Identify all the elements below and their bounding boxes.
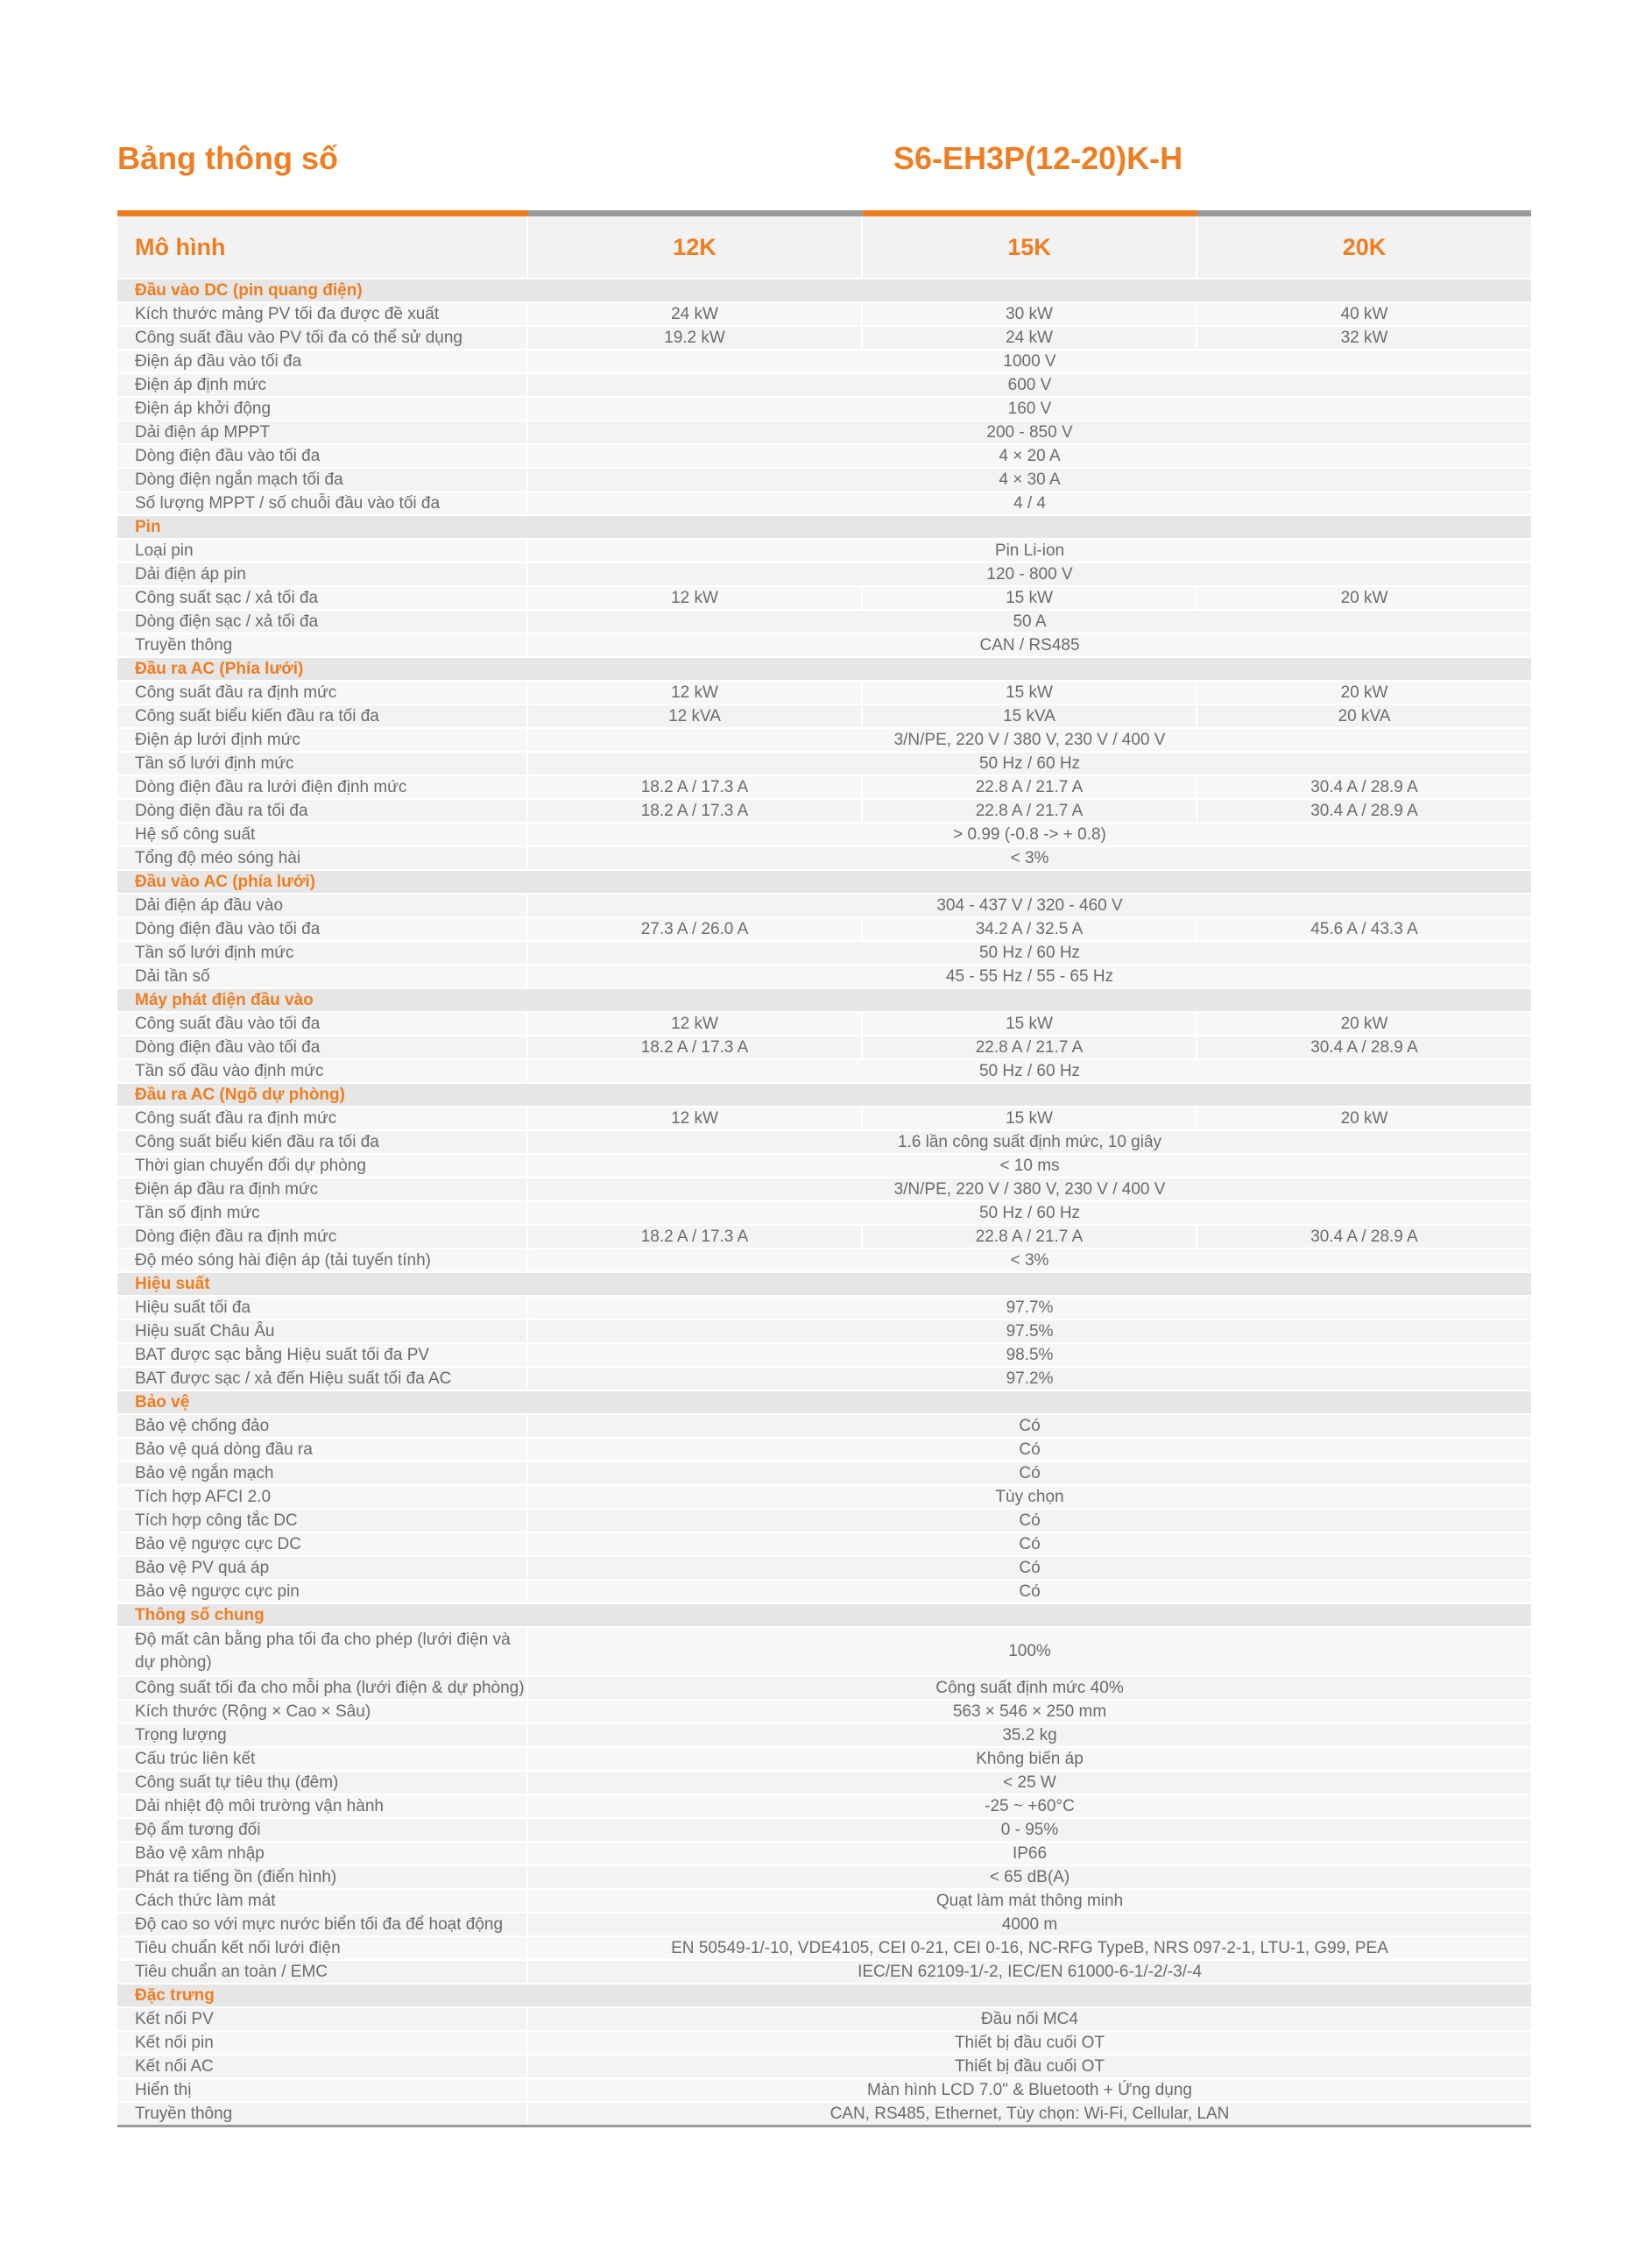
spec-label: Độ ẩm tương đối	[117, 1818, 527, 1842]
spec-value: 20 kVA	[1197, 704, 1531, 728]
table-row	[117, 1201, 1531, 1225]
document-title: Bảng thông số	[117, 140, 338, 176]
spec-value: CAN, RS485, Ethernet, Tùy chọn: Wi-Fi, Cellular, LAN	[527, 2102, 1531, 2126]
spec-value: < 65 dB(A)	[527, 1865, 1531, 1889]
spec-label: Điện áp khởi động	[117, 397, 527, 421]
table-row	[117, 326, 1531, 350]
table-row	[117, 2055, 1531, 2078]
spec-label: Tần số lưới định mức	[117, 752, 527, 775]
section-title: Đầu vào AC (phía lưới)	[117, 870, 1531, 894]
section-row	[117, 1603, 1531, 1627]
table-row	[117, 1532, 1531, 1556]
spec-label: Bảo vệ xâm nhập	[117, 1842, 527, 1865]
table-row	[117, 1036, 1531, 1059]
table-row	[117, 894, 1531, 917]
table-row	[117, 1556, 1531, 1580]
spec-label: Dòng điện đầu vào tối đa	[117, 444, 527, 468]
table-row	[117, 1343, 1531, 1367]
spec-table	[117, 210, 1531, 2127]
spec-label: BAT được sạc bằng Hiệu suất tối đa PV	[117, 1343, 527, 1367]
table-row	[117, 1414, 1531, 1438]
spec-label: Truyền thông	[117, 2102, 527, 2126]
spec-value: 12 kW	[527, 1012, 862, 1036]
spec-label: Tích hợp công tắc DC	[117, 1509, 527, 1532]
spec-value: 1.6 lần công suất định mức, 10 giây	[527, 1130, 1531, 1154]
spec-value: Pin Li-ion	[527, 539, 1531, 563]
spec-value: 4 × 30 A	[527, 468, 1531, 492]
spec-label: Điện áp đầu ra định mức	[117, 1178, 527, 1201]
spec-label: Tần số đầu vào định mức	[117, 1059, 527, 1083]
spec-label: Hiển thị	[117, 2078, 527, 2102]
spec-value: CAN / RS485	[527, 633, 1531, 657]
section-row	[117, 515, 1531, 539]
spec-value: 200 - 850 V	[527, 421, 1531, 444]
table-row	[117, 1320, 1531, 1343]
section-row	[117, 657, 1531, 681]
spec-label: Độ cao so với mực nước biển tối đa để hoạt động	[117, 1913, 527, 1936]
spec-value: 15 kW	[862, 586, 1197, 610]
spec-value: 18.2 A / 17.3 A	[527, 1036, 862, 1059]
spec-value: 50 A	[527, 610, 1531, 633]
spec-label: Kích thước (Rộng × Cao × Sâu)	[117, 1700, 527, 1723]
table-row	[117, 1178, 1531, 1201]
spec-value: < 25 W	[527, 1771, 1531, 1794]
spec-value: Có	[527, 1461, 1531, 1485]
table-row	[117, 1627, 1531, 1676]
spec-value: 30 kW	[862, 302, 1197, 326]
spec-value: 45.6 A / 43.3 A	[1197, 917, 1531, 941]
table-row	[117, 752, 1531, 775]
table-row	[117, 539, 1531, 563]
spec-label: Công suất đầu vào tối đa	[117, 1012, 527, 1036]
spec-value: 18.2 A / 17.3 A	[527, 1225, 862, 1249]
table-row	[117, 2031, 1531, 2055]
table-row	[117, 1676, 1531, 1700]
spec-value: 20 kW	[1197, 1107, 1531, 1130]
spec-label: Bảo vệ chống đảo	[117, 1414, 527, 1438]
spec-value: 20 kW	[1197, 586, 1531, 610]
spec-label: Công suất biểu kiến đầu ra tối đa	[117, 1130, 527, 1154]
spec-value: 40 kW	[1197, 302, 1531, 326]
spec-value: < 3%	[527, 846, 1531, 870]
spec-value: 35.2 kg	[527, 1723, 1531, 1747]
section-title: Đầu vào DC (pin quang điện)	[117, 279, 1531, 302]
spec-label: Truyền thông	[117, 633, 527, 657]
spec-value: EN 50549-1/-10, VDE4105, CEI 0-21, CEI 0-16, NC-RFG TypeB, NRS 097-2-1, LTU-1, G99, PEA	[527, 1936, 1531, 1960]
spec-label: Kết nối pin	[117, 2031, 527, 2055]
spec-value: Công suất định mức 40%	[527, 1676, 1531, 1700]
spec-value: 50 Hz / 60 Hz	[527, 1059, 1531, 1083]
table-row	[117, 799, 1531, 823]
table-row	[117, 1249, 1531, 1272]
spec-label: Kích thước mảng PV tối đa được đề xuất	[117, 302, 527, 326]
spec-label: Công suất tự tiêu thụ (đêm)	[117, 1771, 527, 1794]
spec-value: 97.7%	[527, 1296, 1531, 1320]
table-row	[117, 1889, 1531, 1913]
section-title: Đầu ra AC (Phía lưới)	[117, 657, 1531, 681]
spec-label: Dòng điện đầu ra định mức	[117, 1225, 527, 1249]
spec-label: Bảo vệ PV quá áp	[117, 1556, 527, 1580]
spec-label: Tích hợp AFCI 2.0	[117, 1485, 527, 1509]
spec-label: Công suất sạc / xả tối đa	[117, 586, 527, 610]
table-row	[117, 1747, 1531, 1771]
spec-label: Độ mất cân bằng pha tối đa cho phép (lưới điện và dự phòng)	[117, 1627, 527, 1676]
column-header-12k: 12K	[527, 214, 862, 279]
spec-value: 30.4 A / 28.9 A	[1197, 1225, 1531, 1249]
spec-label: Dòng điện đầu vào tối đa	[117, 1036, 527, 1059]
table-row	[117, 1818, 1531, 1842]
table-header-row	[117, 214, 1531, 279]
spec-label: Tần số định mức	[117, 1201, 527, 1225]
spec-value: 3/N/PE, 220 V / 380 V, 230 V / 400 V	[527, 728, 1531, 752]
table-row	[117, 1012, 1531, 1036]
spec-label: Thời gian chuyển đổi dự phòng	[117, 1154, 527, 1178]
spec-value: 160 V	[527, 397, 1531, 421]
spec-value: 22.8 A / 21.7 A	[862, 799, 1197, 823]
table-row	[117, 1771, 1531, 1794]
table-header	[117, 214, 1531, 279]
spec-value: 15 kVA	[862, 704, 1197, 728]
spec-label: Bảo vệ ngược cực pin	[117, 1580, 527, 1603]
section-title: Đặc trưng	[117, 1984, 1531, 2007]
spec-label: BAT được sạc / xả đến Hiệu suất tối đa AC	[117, 1367, 527, 1390]
spec-value: 34.2 A / 32.5 A	[862, 917, 1197, 941]
spec-value: 50 Hz / 60 Hz	[527, 1201, 1531, 1225]
spec-value: 4 × 20 A	[527, 444, 1531, 468]
section-title: Pin	[117, 515, 1531, 539]
model-title: S6-EH3P(12-20)K-H	[893, 140, 1183, 176]
table-row	[117, 846, 1531, 870]
spec-label: Dòng điện ngắn mạch tối đa	[117, 468, 527, 492]
spec-value: 304 - 437 V / 320 - 460 V	[527, 894, 1531, 917]
spec-label: Điện áp định mức	[117, 373, 527, 397]
table-row	[117, 704, 1531, 728]
spec-value: 50 Hz / 60 Hz	[527, 752, 1531, 775]
spec-value: 4000 m	[527, 1913, 1531, 1936]
spec-value: 3/N/PE, 220 V / 380 V, 230 V / 400 V	[527, 1178, 1531, 1201]
spec-label: Bảo vệ ngược cực DC	[117, 1532, 527, 1556]
spec-value: 15 kW	[862, 681, 1197, 704]
spec-label: Bảo vệ ngắn mạch	[117, 1461, 527, 1485]
section-title: Máy phát điện đầu vào	[117, 988, 1531, 1012]
spec-label: Công suất đầu vào PV tối đa có thể sử dụng	[117, 326, 527, 350]
table-row	[117, 444, 1531, 468]
spec-value: Có	[527, 1532, 1531, 1556]
table-row	[117, 917, 1531, 941]
spec-value: 18.2 A / 17.3 A	[527, 775, 862, 799]
spec-label: Loại pin	[117, 539, 527, 563]
spec-value: 30.4 A / 28.9 A	[1197, 799, 1531, 823]
table-row	[117, 492, 1531, 515]
spec-value: < 3%	[527, 1249, 1531, 1272]
spec-value: 24 kW	[527, 302, 862, 326]
spec-label: Dòng điện sạc / xả tối đa	[117, 610, 527, 633]
table-row	[117, 586, 1531, 610]
section-row	[117, 870, 1531, 894]
table-row	[117, 681, 1531, 704]
spec-value: 22.8 A / 21.7 A	[862, 1036, 1197, 1059]
spec-value: 120 - 800 V	[527, 563, 1531, 586]
spec-value: 18.2 A / 17.3 A	[527, 799, 862, 823]
spec-label: Tiêu chuẩn kết nối lưới điện	[117, 1936, 527, 1960]
spec-label: Dải nhiệt độ môi trường vận hành	[117, 1794, 527, 1818]
section-title: Đầu ra AC (Ngõ dự phòng)	[117, 1083, 1531, 1107]
spec-value: 12 kW	[527, 586, 862, 610]
spec-label: Công suất đầu ra định mức	[117, 681, 527, 704]
section-title: Hiệu suất	[117, 1272, 1531, 1296]
section-row	[117, 279, 1531, 302]
spec-label: Kết nối PV	[117, 2007, 527, 2031]
spec-label: Công suất đầu ra định mức	[117, 1107, 527, 1130]
table-row	[117, 302, 1531, 326]
spec-label: Tần số lưới định mức	[117, 941, 527, 965]
table-row	[117, 2007, 1531, 2031]
spec-value: 30.4 A / 28.9 A	[1197, 775, 1531, 799]
table-row	[117, 1107, 1531, 1130]
spec-value: 12 kW	[527, 1107, 862, 1130]
spec-label: Độ méo sóng hài điện áp (tải tuyến tính)	[117, 1249, 527, 1272]
spec-value: Tùy chọn	[527, 1485, 1531, 1509]
spec-value: 20 kW	[1197, 681, 1531, 704]
spec-value: Quạt làm mát thông minh	[527, 1889, 1531, 1913]
spec-value: Có	[527, 1414, 1531, 1438]
table-row	[117, 1296, 1531, 1320]
section-row	[117, 1390, 1531, 1414]
section-title: Bảo vệ	[117, 1390, 1531, 1414]
table-row	[117, 1509, 1531, 1532]
section-row	[117, 988, 1531, 1012]
spec-value: 20 kW	[1197, 1012, 1531, 1036]
table-row	[117, 397, 1531, 421]
spec-value: Không biến áp	[527, 1747, 1531, 1771]
spec-value: IEC/EN 62109-1/-2, IEC/EN 61000-6-1/-2/-3/-4	[527, 1960, 1531, 1984]
spec-value: Có	[527, 1556, 1531, 1580]
section-row	[117, 1984, 1531, 2007]
spec-value: 15 kW	[862, 1012, 1197, 1036]
spec-label: Cấu trúc liên kết	[117, 1747, 527, 1771]
spec-label: Phát ra tiếng ồn (điển hình)	[117, 1865, 527, 1889]
spec-value: Màn hình LCD 7.0" & Bluetooth + Ứng dụng	[527, 2078, 1531, 2102]
table-row	[117, 1794, 1531, 1818]
spec-value: 22.8 A / 21.7 A	[862, 775, 1197, 799]
spec-value: > 0.99 (-0.8 -> + 0.8)	[527, 823, 1531, 846]
table-row	[117, 563, 1531, 586]
table-body	[117, 279, 1531, 2126]
spec-label: Cách thức làm mát	[117, 1889, 527, 1913]
spec-label: Hiệu suất Châu Âu	[117, 1320, 527, 1343]
spec-label: Dải tần số	[117, 965, 527, 988]
table-row	[117, 1225, 1531, 1249]
spec-label: Công suất tối đa cho mỗi pha (lưới điện & dự phòng)	[117, 1676, 527, 1700]
spec-value: Có	[527, 1509, 1531, 1532]
table-row	[117, 1842, 1531, 1865]
spec-label: Bảo vệ quá dòng đầu ra	[117, 1438, 527, 1461]
spec-label: Tổng độ méo sóng hài	[117, 846, 527, 870]
table-row	[117, 1580, 1531, 1603]
column-header-20k: 20K	[1197, 214, 1531, 279]
table-row	[117, 421, 1531, 444]
spec-label: Kết nối AC	[117, 2055, 527, 2078]
table-row	[117, 1936, 1531, 1960]
spec-value: Đầu nối MC4	[527, 2007, 1531, 2031]
table-row	[117, 1700, 1531, 1723]
spec-value: 97.2%	[527, 1367, 1531, 1390]
spec-value: 22.8 A / 21.7 A	[862, 1225, 1197, 1249]
spec-value: -25 ~ +60°C	[527, 1794, 1531, 1818]
table-row	[117, 1485, 1531, 1509]
spec-label: Công suất biểu kiến đầu ra tối đa	[117, 704, 527, 728]
spec-value: 1000 V	[527, 350, 1531, 373]
spec-value: 98.5%	[527, 1343, 1531, 1367]
column-header-15k: 15K	[862, 214, 1197, 279]
table-row	[117, 1154, 1531, 1178]
spec-value: 24 kW	[862, 326, 1197, 350]
table-row	[117, 1461, 1531, 1485]
spec-value: IP66	[527, 1842, 1531, 1865]
spec-value: 30.4 A / 28.9 A	[1197, 1036, 1531, 1059]
spec-value: 100%	[527, 1627, 1531, 1676]
spec-value: Có	[527, 1438, 1531, 1461]
spec-label: Dòng điện đầu ra tối đa	[117, 799, 527, 823]
spec-value: < 10 ms	[527, 1154, 1531, 1178]
table-row	[117, 2078, 1531, 2102]
spec-value: 45 - 55 Hz / 55 - 65 Hz	[527, 965, 1531, 988]
spec-label: Dòng điện đầu vào tối đa	[117, 917, 527, 941]
spec-label: Dải điện áp đầu vào	[117, 894, 527, 917]
section-row	[117, 1272, 1531, 1296]
table-row	[117, 373, 1531, 397]
spec-value: 32 kW	[1197, 326, 1531, 350]
spec-value: Thiết bị đầu cuối OT	[527, 2055, 1531, 2078]
spec-label: Điện áp lưới định mức	[117, 728, 527, 752]
spec-label: Dòng điện đầu ra lưới điện định mức	[117, 775, 527, 799]
table-row	[117, 633, 1531, 657]
spec-value: 12 kVA	[527, 704, 862, 728]
table-row	[117, 610, 1531, 633]
spec-value: 27.3 A / 26.0 A	[527, 917, 862, 941]
spec-value: Có	[527, 1580, 1531, 1603]
spec-value: 563 × 546 × 250 mm	[527, 1700, 1531, 1723]
table-row	[117, 1723, 1531, 1747]
table-row	[117, 1960, 1531, 1984]
spec-value: 97.5%	[527, 1320, 1531, 1343]
section-title: Thông số chung	[117, 1603, 1531, 1627]
spec-value: 600 V	[527, 373, 1531, 397]
spec-value: 50 Hz / 60 Hz	[527, 941, 1531, 965]
spec-value: 19.2 kW	[527, 326, 862, 350]
table-row	[117, 468, 1531, 492]
spec-value: 12 kW	[527, 681, 862, 704]
spec-value: 0 - 95%	[527, 1818, 1531, 1842]
table-row	[117, 823, 1531, 846]
spec-value: 15 kW	[862, 1107, 1197, 1130]
spec-label: Dải điện áp MPPT	[117, 421, 527, 444]
section-row	[117, 1083, 1531, 1107]
spec-label: Hiệu suất tối đa	[117, 1296, 527, 1320]
table-row	[117, 728, 1531, 752]
spec-label: Hệ số công suất	[117, 823, 527, 846]
table-row	[117, 1130, 1531, 1154]
table-row	[117, 1913, 1531, 1936]
table-row	[117, 350, 1531, 373]
spec-value: Thiết bị đầu cuối OT	[527, 2031, 1531, 2055]
table-row	[117, 965, 1531, 988]
table-row	[117, 1367, 1531, 1390]
spec-label: Trọng lượng	[117, 1723, 527, 1747]
table-row	[117, 941, 1531, 965]
column-header-model: Mô hình	[117, 214, 527, 279]
table-row	[117, 1438, 1531, 1461]
spec-value: 4 / 4	[527, 492, 1531, 515]
spec-label: Điện áp đầu vào tối đa	[117, 350, 527, 373]
table-row	[117, 1865, 1531, 1889]
table-row	[117, 2102, 1531, 2126]
spec-label: Số lượng MPPT / số chuỗi đầu vào tối đa	[117, 492, 527, 515]
table-row	[117, 1059, 1531, 1083]
spec-label: Dải điện áp pin	[117, 563, 527, 586]
table-row	[117, 775, 1531, 799]
spec-label: Tiêu chuẩn an toàn / EMC	[117, 1960, 527, 1984]
